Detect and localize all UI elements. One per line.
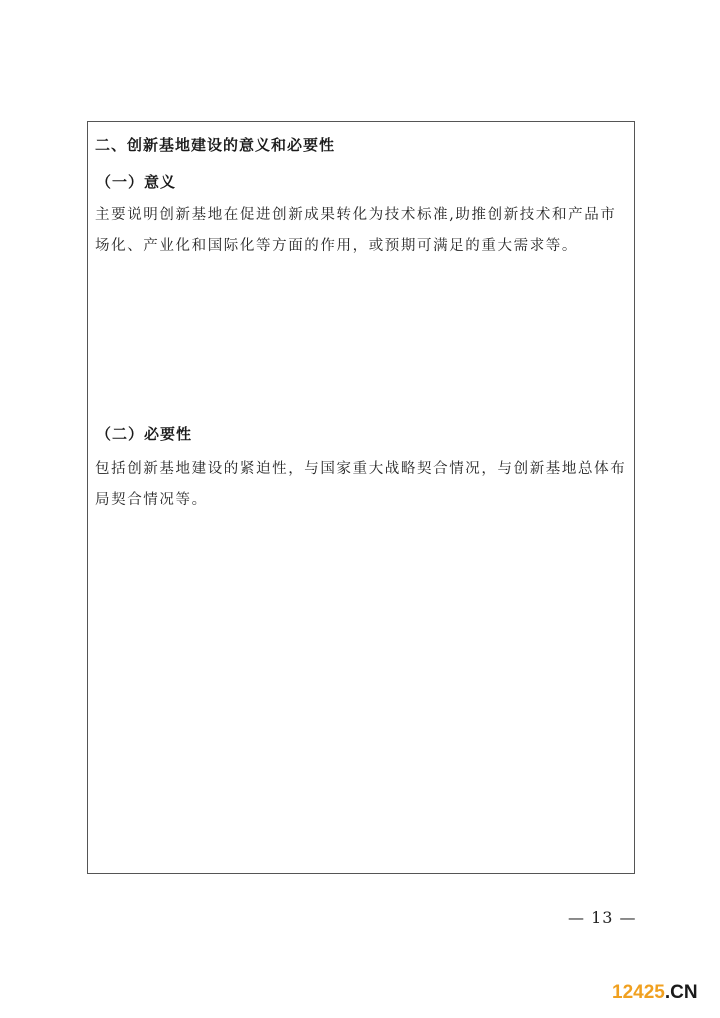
necessity-paragraph <box>95 454 633 516</box>
significance-line: 场化、产业化和国际化等方面的作用，或预期可满足的重大需求等。 <box>95 238 578 254</box>
section-heading: 二、创新基地建设的意义和必要性 <box>95 136 336 154</box>
page-number: — 13 — <box>568 908 637 927</box>
necessity-line: 包括创新基地建设的紧迫性，与国家重大战略契合情况，与创新基地总体布 <box>95 461 627 477</box>
site-watermark-logo <box>612 982 698 1004</box>
significance-line: 主要说明创新基地在促进创新成果转化为技术标准,助推创新技术和产品市 <box>95 207 617 223</box>
significance-heading: （一）意义 <box>96 173 177 191</box>
necessity-line: 局契合情况等。 <box>95 492 208 508</box>
significance-paragraph <box>95 200 633 262</box>
necessity-heading: （二）必要性 <box>96 425 193 443</box>
watermark-suffix: .CN <box>664 982 698 1003</box>
watermark-number: 12425 <box>612 982 665 1003</box>
